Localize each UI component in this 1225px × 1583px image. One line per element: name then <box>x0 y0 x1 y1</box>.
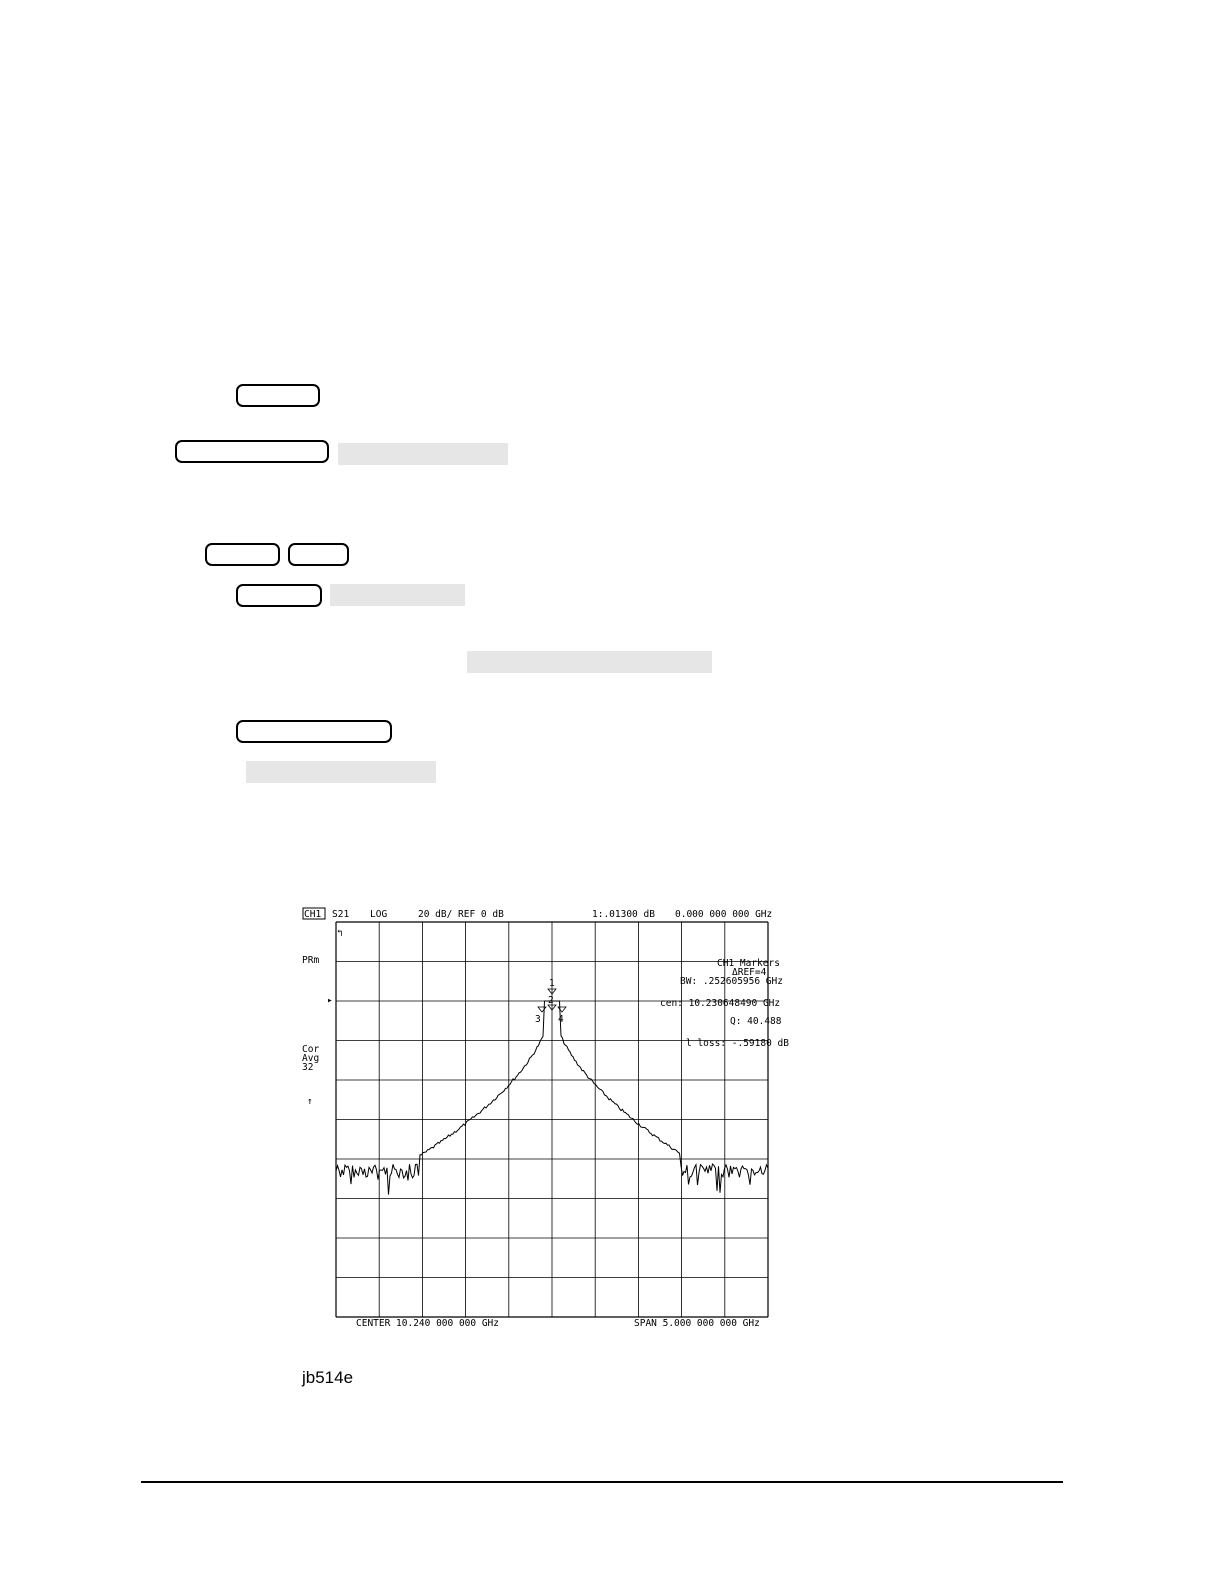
top-marker-icon: ↰ <box>337 928 343 939</box>
marker-1-label: 1 <box>549 978 555 989</box>
marker-readout: 1:.01300 dB <box>592 909 655 920</box>
markers-title: CH1 Markers <box>717 958 780 969</box>
scale-label: 20 dB/ REF 0 dB <box>418 909 504 920</box>
delta-ref-label: ΔREF=4 <box>732 967 767 978</box>
hardkey-2[interactable] <box>175 440 329 463</box>
marker-3-symbol <box>538 1007 546 1012</box>
status-prm: PRm <box>302 955 320 966</box>
status-avg-count: 32 <box>302 1062 314 1073</box>
arrow-icon: ↑ <box>307 1096 313 1107</box>
analyzer-screen <box>290 902 800 1347</box>
hardkey-4[interactable] <box>288 543 349 566</box>
marker-3-label: 3 <box>535 1014 541 1025</box>
reference-position-icon: ▸ <box>327 995 333 1006</box>
center-frequency-label: CENTER 10.240 000 000 GHz <box>356 1318 499 1329</box>
softkey-1[interactable] <box>338 443 508 465</box>
marker-2-label: 2 <box>548 995 554 1006</box>
softkey-3[interactable] <box>467 651 712 673</box>
hardkey-1[interactable] <box>236 384 320 407</box>
figure-id: jb514e <box>302 1368 354 1387</box>
status-cor: Cor <box>302 1044 320 1055</box>
parameter-label: S21 <box>332 909 350 920</box>
hardkey-5[interactable] <box>236 584 322 607</box>
status-avg: Avg <box>302 1053 320 1064</box>
span-label: SPAN 5.000 000 000 GHz <box>634 1318 760 1329</box>
softkey-2[interactable] <box>330 584 465 606</box>
hardkey-3[interactable] <box>205 543 280 566</box>
softkey-4[interactable] <box>246 761 436 783</box>
bandwidth-readout: BW: .252605956 GHz <box>680 976 783 987</box>
markers <box>535 978 566 1025</box>
marker-frequency: 0.000 000 000 GHz <box>675 909 773 920</box>
marker-4-symbol <box>558 1007 566 1012</box>
format-label: LOG <box>370 909 388 920</box>
loss-readout: l loss: -.59180 dB <box>686 1038 789 1049</box>
q-readout: Q: 40.488 <box>730 1016 782 1027</box>
channel-label: CH1 <box>304 909 322 920</box>
page-rule <box>141 1481 1063 1483</box>
hardkey-6[interactable] <box>236 720 392 743</box>
center-freq-readout: cen: 10.230648490 GHz <box>660 998 781 1009</box>
marker-4-label: 4 <box>558 1014 564 1025</box>
